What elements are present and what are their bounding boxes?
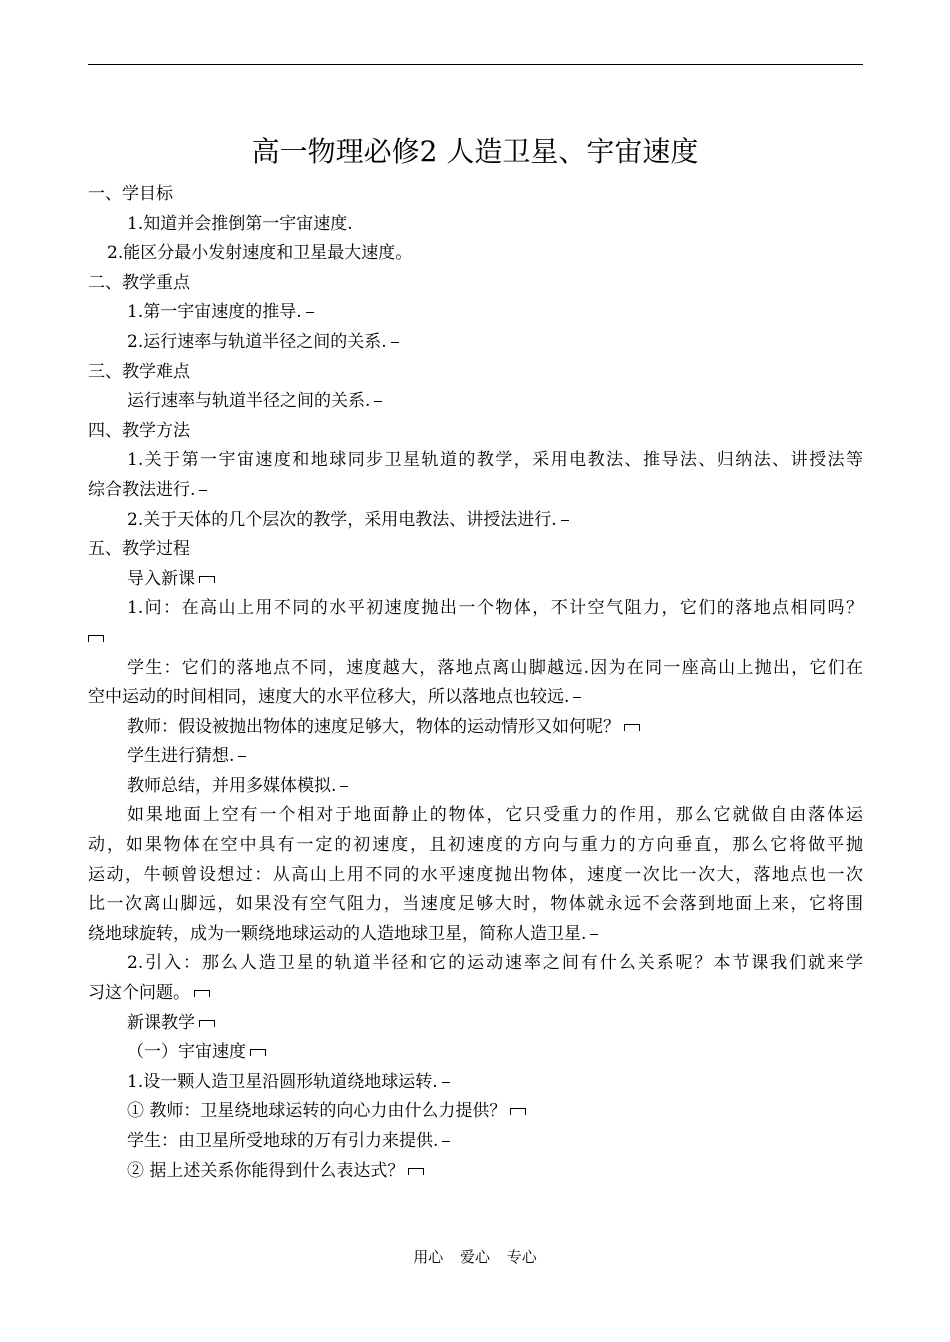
section-heading: 一、学目标 — [88, 184, 173, 204]
text-line: 1.知道并会推倒第一宇宙速度. — [127, 213, 353, 234]
text-line: 2.能区分最小发射速度和卫星最大速度。 — [107, 243, 413, 264]
text-line: 导入新课 — [88, 565, 863, 595]
section-heading: 四、教学方法 — [88, 420, 190, 441]
page-footer: 用心 爱心 专心 — [413, 1248, 537, 1266]
paragraph-mark-icon — [374, 401, 382, 402]
text-line: 学生：它们的落地点不同，速度越大，落地点离山脚越远.因为在同一座高山上抛出，它们在 — [127, 657, 863, 678]
text-line: ② 据上述关系你能得到什么表达式？ — [88, 1157, 863, 1187]
text-line: 习这个问题。 — [88, 979, 863, 1009]
paragraph-mark-icon — [340, 786, 348, 787]
text-line: 2.引入：那么人造卫星的轨道半径和它的运动速率之间有什么关系呢？本节课我们就来学 — [127, 953, 863, 974]
text-line: 2.运行速率与轨道半径之间的关系. — [88, 328, 863, 358]
paragraph-mark-icon — [199, 490, 207, 491]
text-line: 绕地球旋转，成为一颗绕地球运动的人造地球卫星，简称人造卫星. — [88, 920, 863, 950]
text-line: 综合教法进行. — [88, 476, 863, 506]
text-line: 学生进行猜想. — [88, 742, 863, 772]
section-heading: 三、教学难点 — [88, 361, 190, 382]
text-line: 学生：由卫星所受地球的万有引力来提供. — [88, 1127, 863, 1157]
paragraph-mark-icon — [442, 1082, 450, 1083]
text-line: 教师：假设被抛出物体的速度足够大，物体的运动情形又如何呢？ — [88, 713, 863, 743]
paragraph-mark-icon — [238, 756, 246, 757]
text-line — [88, 624, 863, 654]
paragraph-mark-icon — [624, 724, 640, 731]
paragraph-mark-icon — [442, 1141, 450, 1142]
paragraph-mark-icon — [306, 312, 314, 313]
document-body — [88, 180, 863, 1186]
header-rule — [88, 64, 863, 65]
paragraph-mark-icon — [510, 1108, 526, 1115]
page-title: 高一物理必修2 人造卫星、宇宙速度 — [251, 135, 699, 168]
text-line: 教师总结，并用多媒体模拟. — [88, 772, 863, 802]
paragraph-mark-icon — [194, 990, 210, 997]
text-line: 动，如果物体在空中具有一定的初速度，且初速度的方向与重力的方向垂直，那么它将做平抛 — [88, 835, 863, 856]
text-line: 2.关于天体的几个层次的教学，采用电教法、讲授法进行. — [88, 506, 863, 536]
text-line: 1.第一宇宙速度的推导. — [88, 298, 863, 328]
paragraph-mark-icon — [199, 1020, 215, 1027]
text-line: 1.关于第一宇宙速度和地球同步卫星轨道的教学，采用电教法、推导法、归纳法、讲授法等 — [127, 450, 863, 471]
text-line: 运动，牛顿曾设想过：从高山上用不同的水平速度抛出物体，速度一次比一次大，落地点也一次 — [88, 864, 863, 885]
text-line: （一）宇宙速度 — [88, 1038, 863, 1068]
text-line: ① 教师：卫星绕地球运转的向心力由什么力提供？ — [88, 1097, 863, 1127]
section-heading: 二、教学重点 — [88, 272, 190, 293]
paragraph-mark-icon — [573, 697, 581, 698]
text-line: 新课教学 — [88, 1009, 863, 1039]
text-line: 如果地面上空有一个相对于地面静止的物体，它只受重力的作用，那么它就做自由落体运 — [127, 805, 863, 826]
paragraph-mark-icon — [250, 1049, 266, 1056]
paragraph-mark-icon — [590, 934, 598, 935]
text-line: 1.设一颗人造卫星沿圆形轨道绕地球运转. — [88, 1068, 863, 1098]
text-line: 1.问：在高山上用不同的水平初速度抛出一个物体，不计空气阻力，它们的落地点相同吗？ — [127, 598, 863, 619]
paragraph-mark-icon — [561, 520, 569, 521]
text-line: 空中运动的时间相同，速度大的水平位移大，所以落地点也较远. — [88, 683, 863, 713]
text-line: 运行速率与轨道半径之间的关系. — [88, 387, 863, 417]
paragraph-mark-icon — [408, 1168, 424, 1175]
paragraph-mark-icon — [391, 342, 399, 343]
paragraph-mark-icon — [199, 576, 215, 583]
text-line: 比一次离山脚远，如果没有空气阻力，当速度足够大时，物体就永远不会落到地面上来，它将围 — [88, 894, 863, 915]
paragraph-mark-icon — [88, 635, 104, 642]
section-heading: 五、教学过程 — [88, 539, 190, 560]
